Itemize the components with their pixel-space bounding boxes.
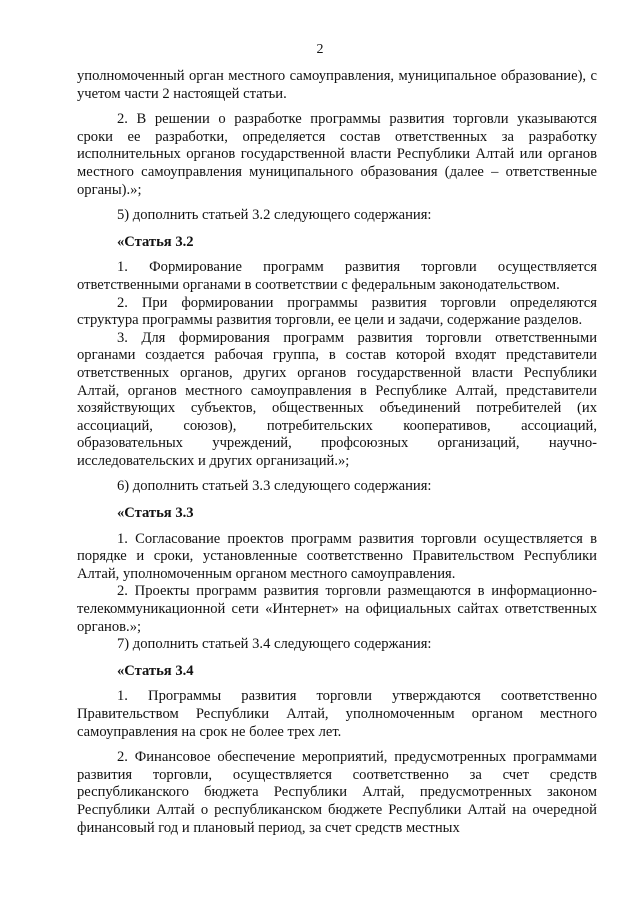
article-3-4-clause-2: 2. Финансовое обеспечение мероприятий, предусмотренных программами развития торговли, осуществляется соответственно за счет средств республиканского бюджета Республики Алтай, предусмотренных законом Республики Алтай о республиканском бюджете Республики Алтай на очередной финансовый год и плановый период, за счет средств местных (77, 749, 597, 836)
article-3-3-clause-2: 2. Проекты программ развития торговли размещаются в информационно-телекоммуникационной сети «Интернет» на официальных сайтах ответственных органов.»; (77, 583, 597, 635)
paragraph-amendment-6: 6) дополнить статьей 3.3 следующего содержания: (117, 478, 432, 495)
article-3-3-clause-1: 1. Согласование проектов программ развития торговли осуществляется в порядке и сроки, установленные соответственно Правительством Республики Алтай, уполномоченным органом местного самоуправления. (77, 530, 597, 582)
paragraph-amendment-5: 5) дополнить статьей 3.2 следующего содержания: (117, 207, 432, 224)
article-heading-3-2: «Статья 3.2 (117, 233, 194, 250)
page-number: 2 (316, 42, 324, 57)
article-3-2-clause-3: 3. Для формирования программ развития торговли ответственными органами создается рабочая группа, в состав которой входят представители ответственных органов, других органов государственной власти Республики Алтай, органов местного самоуправления в Республике Алтай, представители хозяйствующих субъектов, общественных объединений потребителей (их ассоциаций, союзов), потребительских кооперативов, ассоциаций, образовательных учреждений, профсоюзных организаций, научно-исследовательских и других организаций.»; (77, 329, 597, 469)
article-3-2-clause-1: 1. Формирование программ развития торговли осуществляется ответственными органами в соответствии с федеральным законодательством. (77, 259, 597, 293)
paragraph-amendment-7: 7) дополнить статьей 3.4 следующего содержания: (117, 636, 432, 653)
document-body (77, 68, 597, 837)
article-3-2-clause-2: 2. При формировании программы развития торговли определяются структура программы развития торговли, ее цели и задачи, содержание разделов. (77, 294, 597, 329)
paragraph-clause-2: 2. В решении о разработке программы развития торговли указываются сроки ее разработки, определяется состав ответственных за разработку исполнительных органов государственной власти Республики Алтай или органов местного самоуправления муниципального образования (далее – ответственные органы).»; (77, 111, 597, 198)
article-3-4-clause-1: 1. Программы развития торговли утверждаются соответственно Правительством Республики Алтай, уполномоченным органом местного самоуправления на срок не более трех лет. (77, 688, 597, 740)
article-heading-3-3: «Статья 3.3 (117, 505, 194, 522)
article-heading-3-4: «Статья 3.4 (117, 662, 194, 679)
paragraph-continuation: уполномоченный орган местного самоуправления, муниципальное образование), с учетом части 2 настоящей статьи. (77, 68, 597, 102)
